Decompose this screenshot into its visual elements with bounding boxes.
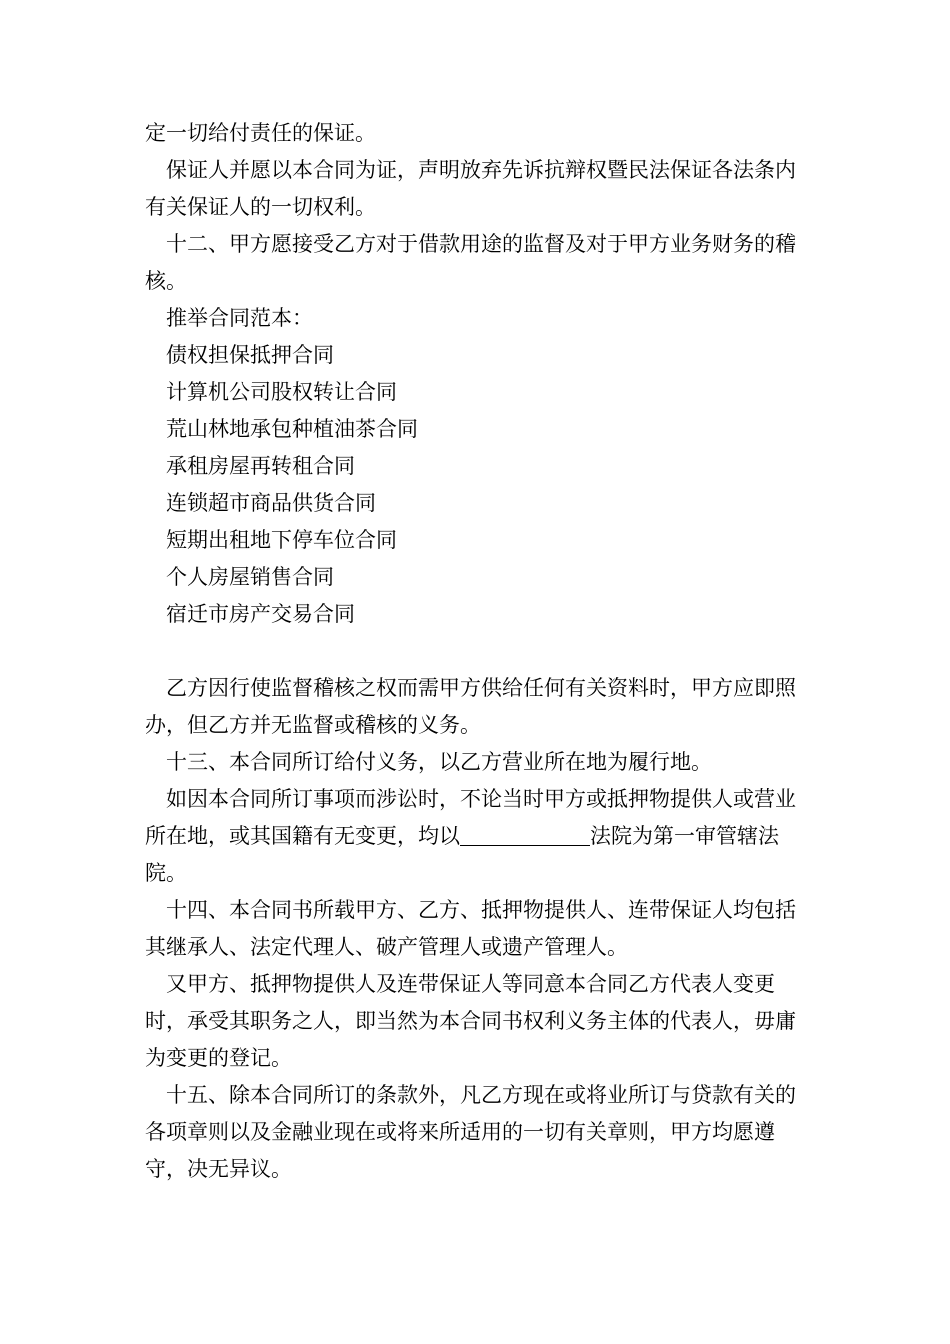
paragraph-jurisdiction — [145, 781, 810, 892]
paragraph-clause-15: 十五、除本合同所订的条款外，凡乙方现在或将业所订与贷款有关的各项章则以及金融业现在或将来所适用的一切有关章则，甲方均愿遵守，决无异议。 — [145, 1083, 796, 1181]
template-link[interactable]: 连锁超市商品供货合同 — [166, 491, 376, 515]
paragraph-spacer — [145, 633, 810, 670]
template-link[interactable]: 宿迁市房产交易合同 — [166, 602, 355, 626]
template-link[interactable]: 个人房屋销售合同 — [166, 565, 334, 589]
paragraph-guarantor-waiver: 保证人并愿以本合同为证，声明放弃先诉抗辩权暨民法保证各法条内有关保证人的一切权利。 — [145, 158, 796, 219]
paragraph-guarantee-end: 定一切给付责任的保证。 — [145, 121, 376, 145]
jurisdiction-text-after: 法院为第一审管辖法院。 — [145, 824, 779, 885]
paragraph-clause-13: 十三、本合同所订给付义务，以乙方营业所在地为履行地。 — [166, 750, 712, 774]
paragraph-representative-change: 又甲方、抵押物提供人及连带保证人等同意本合同乙方代表人变更时，承受其职务之人，即当然为本合同书权利义务主体的代表人，毋庸为变更的登记。 — [145, 972, 796, 1070]
document-body — [145, 115, 810, 1188]
template-link[interactable]: 荒山林地承包种植油茶合同 — [166, 417, 418, 441]
paragraph-clause-14: 十四、本合同书所载甲方、乙方、抵押物提供人、连带保证人均包括其继承人、法定代理人、破产管理人或遗产管理人。 — [145, 898, 796, 959]
template-link[interactable]: 承租房屋再转租合同 — [166, 454, 355, 478]
template-link[interactable]: 计算机公司股权转让合同 — [166, 380, 397, 404]
template-link[interactable]: 债权担保抵押合同 — [166, 343, 334, 367]
recommended-templates-heading: 推举合同范本： — [166, 306, 313, 330]
court-name-blank — [460, 823, 590, 846]
paragraph-audit-materials: 乙方因行使监督稽核之权而需甲方供给任何有关资料时，甲方应即照办，但乙方并无监督或稽核的义务。 — [145, 676, 796, 737]
template-link[interactable]: 短期出租地下停车位合同 — [166, 528, 397, 552]
paragraph-clause-12: 十二、甲方愿接受乙方对于借款用途的监督及对于甲方业务财务的稽核。 — [145, 232, 796, 293]
jurisdiction-text-before: 如因本合同所订事项而涉讼时，不论当时甲方或抵押物提供人或营业所在地，或其国籍有无变更，均以 — [145, 787, 796, 848]
